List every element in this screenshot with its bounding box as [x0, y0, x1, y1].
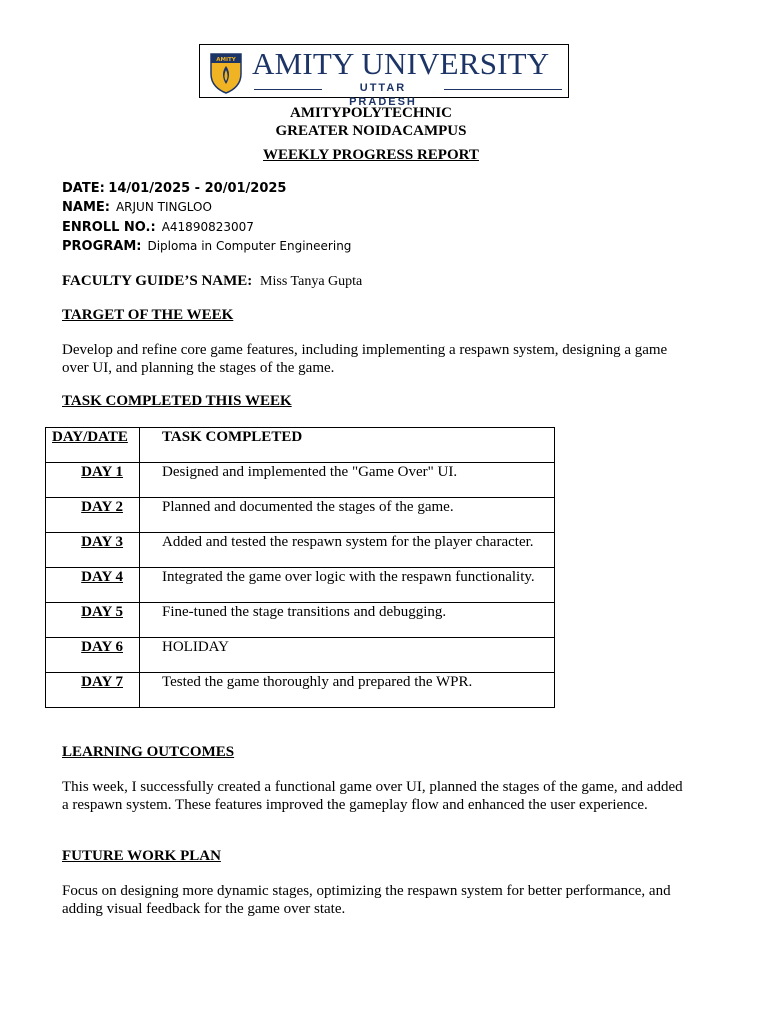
table-cell	[46, 568, 140, 603]
date-label: DATE:	[62, 181, 105, 196]
amity-crest-icon	[208, 50, 244, 94]
learning-text: This week, I successfully created a functional game over UI, planned the stages of the game, and added a respawn system. These features improved the gameplay flow and enhanced the user experience.	[62, 779, 683, 813]
table-cell	[140, 638, 555, 673]
table-row	[46, 533, 555, 568]
date-row	[62, 181, 286, 197]
table-cell	[140, 568, 555, 603]
table-row	[46, 673, 555, 708]
col-day-header: DAY/DATE	[52, 429, 128, 445]
tasks-heading: TASK COMPLETED THIS WEEK	[62, 393, 292, 409]
task-text: Planned and documented the stages of the game.	[162, 499, 454, 515]
enroll-value: A41890823007	[161, 220, 254, 234]
table-cell	[46, 603, 140, 638]
future-text: Focus on designing more dynamic stages, optimizing the respawn system for better performance, and adding visual feedback for the game over state.	[62, 883, 671, 917]
faculty-row	[62, 273, 362, 290]
table-row	[46, 463, 555, 498]
task-text: HOLIDAY	[162, 639, 229, 655]
date-value: 14/01/2025 - 20/01/2025	[108, 181, 287, 196]
table-cell	[46, 533, 140, 568]
enroll-row	[62, 220, 254, 236]
program-row	[62, 239, 351, 255]
day-label: DAY 5	[81, 604, 123, 620]
task-table	[45, 427, 555, 708]
table-row	[46, 568, 555, 603]
table-cell	[46, 463, 140, 498]
crest-text: AMITY	[216, 57, 236, 63]
logo-divider-right	[444, 89, 562, 90]
day-label: DAY 4	[81, 569, 123, 585]
table-header-cell	[46, 428, 140, 463]
table-cell	[140, 463, 555, 498]
program-label: PROGRAM:	[62, 239, 142, 254]
logo-subtitle: UTTAR PRADESH	[349, 82, 417, 108]
logo-divider-left	[254, 89, 322, 90]
faculty-value: Miss Tanya Gupta	[260, 274, 363, 289]
name-label: NAME:	[62, 200, 110, 215]
day-label: DAY 1	[81, 464, 123, 480]
target-text: Develop and refine core game features, including implementing a respawn system, designing a game over UI, and planning the stages of the game.	[62, 342, 668, 376]
university-logo	[199, 44, 569, 108]
logo-title: AMITY UNIVERSITY	[252, 46, 550, 81]
table-cell	[140, 498, 555, 533]
day-label: DAY 3	[81, 534, 123, 550]
task-text: Added and tested the respawn system for the player character.	[162, 534, 534, 550]
day-label: DAY 2	[81, 499, 123, 515]
report-title: WEEKLY PROGRESS REPORT	[263, 147, 479, 163]
table-header-row	[46, 428, 555, 463]
table-cell	[140, 673, 555, 708]
learning-heading: LEARNING OUTCOMES	[62, 744, 235, 760]
col-task-header: TASK COMPLETED	[162, 429, 303, 445]
day-label: DAY 7	[81, 674, 123, 690]
program-value: Diploma in Computer Engineering	[147, 239, 352, 253]
table-cell	[46, 673, 140, 708]
future-heading: FUTURE WORK PLAN	[62, 848, 221, 864]
table-row	[46, 498, 555, 533]
table-cell	[46, 638, 140, 673]
day-label: DAY 6	[81, 639, 123, 655]
task-text: Designed and implemented the "Game Over" UI.	[162, 464, 458, 480]
target-heading: TARGET OF THE WEEK	[62, 307, 234, 323]
table-row	[46, 603, 555, 638]
faculty-label: FACULTY GUIDE’S NAME:	[62, 273, 253, 289]
name-row	[62, 200, 212, 216]
enroll-label: ENROLL NO.:	[62, 220, 156, 235]
task-text: Integrated the game over logic with the respawn functionality.	[162, 569, 535, 585]
table-cell	[140, 533, 555, 568]
table-row	[46, 638, 555, 673]
task-text: Tested the game thoroughly and prepared the WPR.	[162, 674, 473, 690]
table-cell	[46, 498, 140, 533]
table-cell	[140, 603, 555, 638]
institute-name: AMITYPOLYTECHNIC	[290, 105, 452, 121]
name-value: ARJUN TINGLOO	[115, 200, 212, 214]
table-header-cell	[140, 428, 555, 463]
task-text: Fine-tuned the stage transitions and debugging.	[162, 604, 447, 620]
campus-name: GREATER NOIDACAMPUS	[275, 123, 467, 139]
